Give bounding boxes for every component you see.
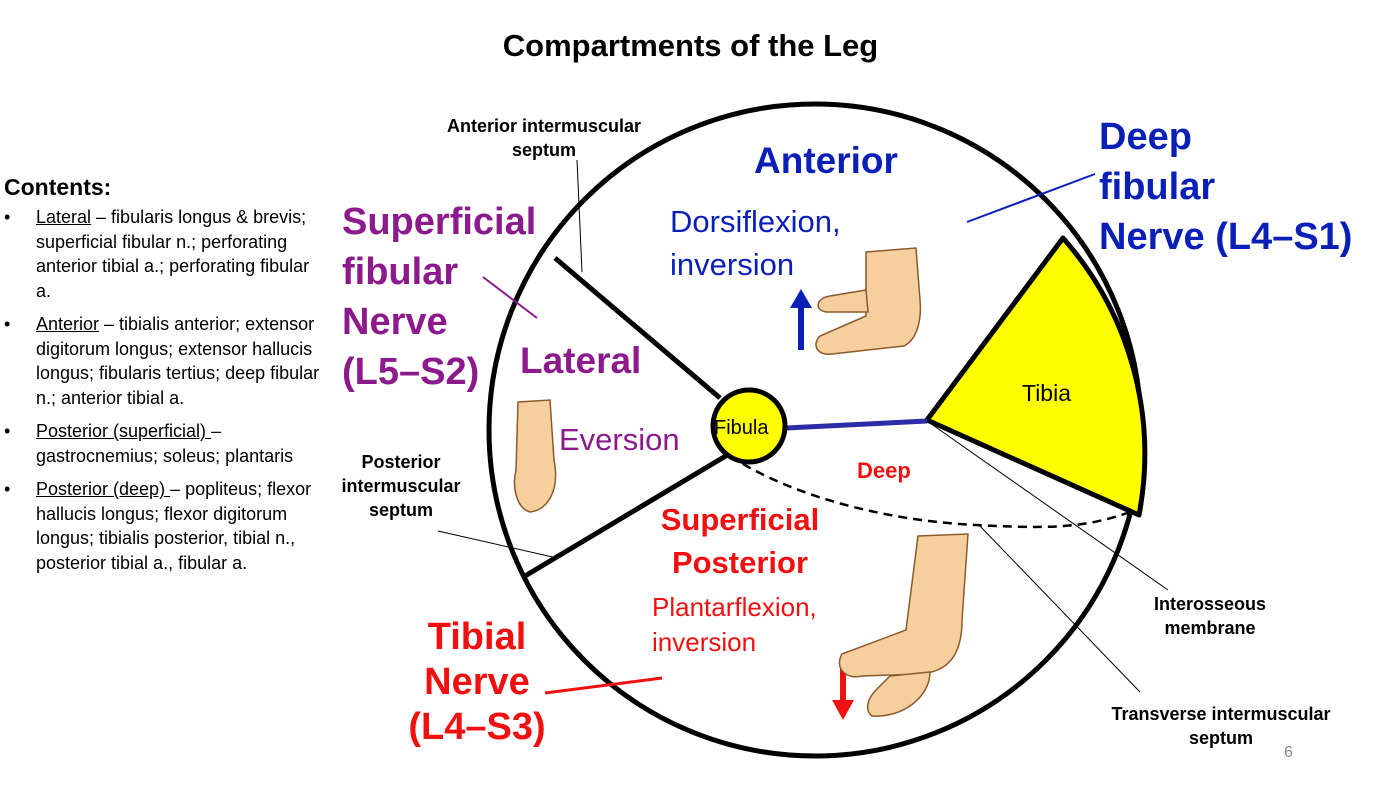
item-text: – fibularis longus & brevis; superficial fibular n.; perforating anterior tibial a.; perforating fibular a. (36, 207, 310, 301)
nerve-label-line: fibular (342, 251, 459, 293)
anterior-compartment-label: Anterior (754, 140, 898, 181)
item-name: Posterior (deep) (36, 479, 171, 499)
item-text: – gastrocnemius; soleus; plantaris (36, 421, 294, 466)
compartment-name-line: Posterior (671, 545, 809, 580)
item-text: – popliteus; flexor hallucis longus; flexor digitorum longus; tibialis posterior, tibial n., posterior tibial a., fibular a. (36, 479, 312, 573)
deep-label: Deep (857, 458, 911, 483)
item-name: Posterior (superficial) (36, 421, 212, 441)
nerve-label-line: Nerve (L4–S1) (1099, 216, 1353, 258)
nerve-label-line: Nerve (342, 301, 448, 343)
compartment-name-line: Superficial (660, 502, 820, 537)
lateral-compartment-label: Lateral (520, 340, 642, 381)
nerve-label-line: Nerve (424, 661, 530, 703)
action-line: inversion (652, 627, 757, 657)
posterior-compartment-label (640, 498, 840, 584)
anterior-action (670, 200, 841, 286)
item-name: Lateral (36, 207, 92, 227)
item-name: Anterior (36, 314, 100, 334)
tibia-label: Tibia (1022, 380, 1071, 406)
interosseous-membrane-label: Interosseous membrane (1153, 594, 1267, 638)
foot-eversion-icon (515, 400, 556, 512)
anterior-septum-label: Anterior intermuscular septum (446, 116, 642, 160)
tibial-nerve-label (392, 615, 562, 750)
nerve-label-line: fibular (1099, 166, 1216, 208)
transverse-septum-label: Transverse intermuscular septum (1111, 704, 1331, 748)
item-text: – tibialis anterior; extensor digitorum longus; extensor hallucis longus; fibularis tertius; deep fibular n.; anterior tibial a. (36, 314, 320, 408)
action-line: inversion (670, 247, 795, 282)
posterior-action (652, 590, 817, 660)
nerve-label-line: (L5–S2) (342, 351, 480, 393)
page-number: 6 (1284, 744, 1293, 761)
lateral-action: Eversion (559, 422, 680, 457)
nerve-label-line: Superficial (342, 201, 537, 243)
nerve-label-line: (L4–S3) (408, 706, 546, 748)
nerve-label-line: Tibial (427, 616, 527, 658)
superficial-fibular-nerve-label (342, 197, 536, 397)
posterior-septum-label: Posterior intermuscular septum (341, 452, 461, 520)
action-line: Dorsiflexion, (670, 204, 841, 239)
fibula-label: Fibula (714, 417, 769, 439)
deep-fibular-nerve-label (1099, 112, 1352, 262)
action-line: Plantarflexion, (652, 592, 817, 622)
page-title: Compartments of the Leg (502, 28, 879, 63)
nerve-label-line: Deep (1099, 116, 1192, 158)
contents-heading: Contents: (4, 174, 112, 200)
